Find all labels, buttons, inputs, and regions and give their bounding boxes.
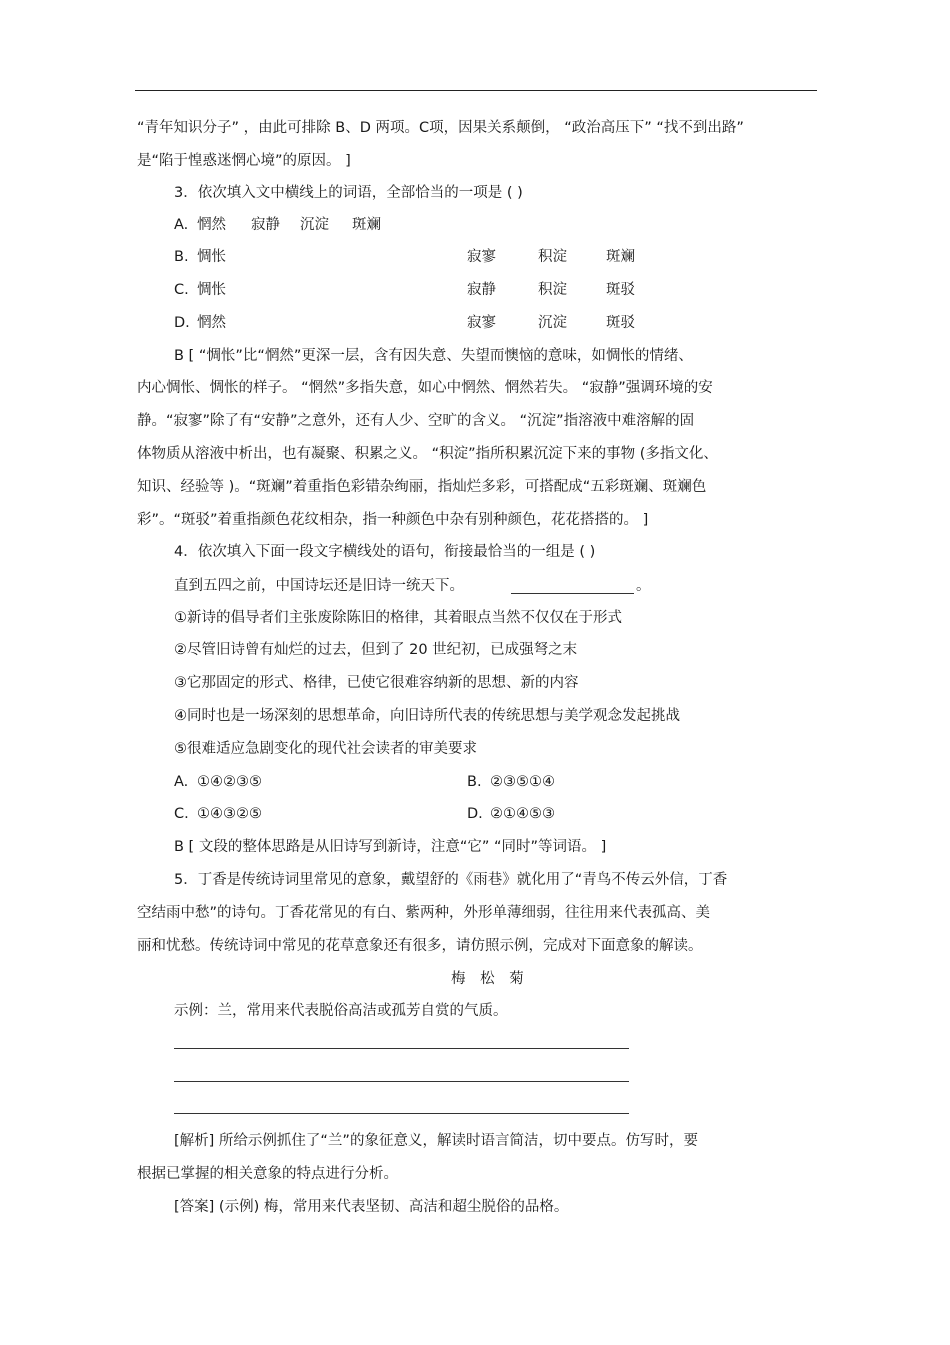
answer-line: 体物质从溶液中析出，也有凝聚、积累之义。 “积淀”指所积累沉淀下来的事物 (多指文化、: [137, 446, 718, 462]
answer-line: 知识、经验等 )。“斑斓”着重指色彩错杂绚丽，指灿烂多彩，可搭配成“五彩斑斓、斑斓色: [137, 479, 707, 495]
fill-blank: [511, 593, 634, 594]
question-5-line: 丽和忧愁。传统诗词中常见的花草意象还有很多，请仿照示例，完成对下面意象的解读。: [137, 938, 703, 954]
option-word: 寂寥: [467, 315, 496, 331]
answer-blank-line: [174, 1081, 629, 1082]
analysis-line: [解析] 所给示例抓住了“兰”的象征意义，解读时语言简洁，切中要点。仿写时，要: [174, 1133, 698, 1149]
option-value: ①④②③⑤: [197, 774, 262, 790]
sentence-item: ④同时也是一场深刻的思想革命，向旧诗所代表的传统思想与美学观念发起挑战: [174, 708, 680, 724]
option-label: A.: [174, 217, 189, 233]
option-word: 寂寥: [467, 249, 496, 265]
option-word: 惘然: [197, 217, 226, 233]
option-label: C.: [174, 806, 189, 822]
option-label: B.: [467, 774, 482, 790]
sentence-item: ⑤很难适应急剧变化的现代社会读者的审美要求: [174, 741, 477, 757]
option-word: 沉淀: [300, 217, 329, 233]
question-5-line: 空结雨中愁”的诗句。丁香花常见的有白、紫两种，外形单薄细弱，往往用来代表孤高、美: [137, 905, 711, 921]
answer-blank-line: [174, 1113, 629, 1114]
option-value: ②①④⑤③: [490, 806, 555, 822]
option-value: ①④③②⑤: [197, 806, 262, 822]
text-line: 是“陷于惶惑迷惘心境”的原因。 ]: [137, 153, 351, 169]
option-word: 惘然: [197, 315, 226, 331]
option-label: B.: [174, 249, 189, 265]
option-word: 惆怅: [197, 282, 226, 298]
passage-text-end: 。: [636, 578, 651, 594]
sentence-item: ②尽管旧诗曾有灿烂的过去，但到了 20 世纪初，已成强弩之末: [174, 642, 578, 658]
header-rule: [135, 90, 817, 91]
question-3: 3．依次填入文中横线上的词语，全部恰当的一项是 ( ): [174, 185, 523, 201]
answer-line: 彩”。“斑驳”着重指颜色花纹相杂，指一种颜色中杂有别种颜色，花花搭搭的。 ]: [137, 512, 649, 528]
option-word: 斑斓: [606, 249, 635, 265]
option-word: 沉淀: [538, 315, 567, 331]
option-word: 斑斓: [352, 217, 381, 233]
answer-line: B [ “惆怅”比“惘然”更深一层，含有因失意、失望而懊恼的意味，如惆怅的情绪、: [174, 348, 693, 364]
text-line: “青年知识分子” ，由此可排除 B、D 两项。C项，因果关系颠倒， “政治高压下” “找不到出路”: [137, 120, 744, 136]
analysis-line: 根据已掌握的相关意象的特点进行分析。: [137, 1166, 398, 1182]
question-5: 5．丁香是传统诗词里常见的意象，戴望舒的《雨巷》就化用了“青鸟不传云外信，丁香: [174, 872, 728, 888]
option-word: 寂静: [251, 217, 280, 233]
option-word: 斑驳: [606, 282, 635, 298]
answer-line: [答案] (示例) 梅，常用来代表坚韧、高洁和超尘脱俗的品格。: [174, 1199, 569, 1215]
option-word: 积淀: [538, 282, 567, 298]
answer-line: B [ 文段的整体思路是从旧诗写到新诗，注意“它” “同时”等词语。 ]: [174, 839, 607, 855]
option-label: C.: [174, 282, 189, 298]
option-label: D.: [467, 806, 483, 822]
answer-blank-line: [174, 1048, 629, 1049]
sentence-item: ①新诗的倡导者们主张废除陈旧的格律，其着眼点当然不仅仅在于形式: [174, 610, 622, 626]
answer-line: 静。“寂寥”除了有“安静”之意外，还有人少、空旷的含义。 “沉淀”指溶液中难溶解的固: [137, 413, 695, 429]
option-label: D.: [174, 315, 190, 331]
option-value: ②③⑤①④: [490, 774, 555, 790]
passage-text: 直到五四之前，中国诗坛还是旧诗一统天下。: [174, 578, 464, 594]
option-label: A.: [174, 774, 189, 790]
option-word: 积淀: [538, 249, 567, 265]
option-word: 惆怅: [197, 249, 226, 265]
question-4: 4．依次填入下面一段文字横线处的语句，衔接最恰当的一组是 ( ): [174, 544, 596, 560]
answer-line: 内心惆怅、惆怅的样子。 “惘然”多指失意，如心中惘然、惘然若失。 “寂静”强调环境的安: [137, 380, 713, 396]
sentence-item: ③它那固定的形式、格律，已使它很难容纳新的思想、新的内容: [174, 675, 579, 691]
example-line: 示例：兰，常用来代表脱俗高洁或孤芳自赏的气质。: [174, 1003, 508, 1019]
imagery-title: 梅 松 菊: [451, 971, 524, 987]
option-word: 寂静: [467, 282, 496, 298]
option-word: 斑驳: [606, 315, 635, 331]
